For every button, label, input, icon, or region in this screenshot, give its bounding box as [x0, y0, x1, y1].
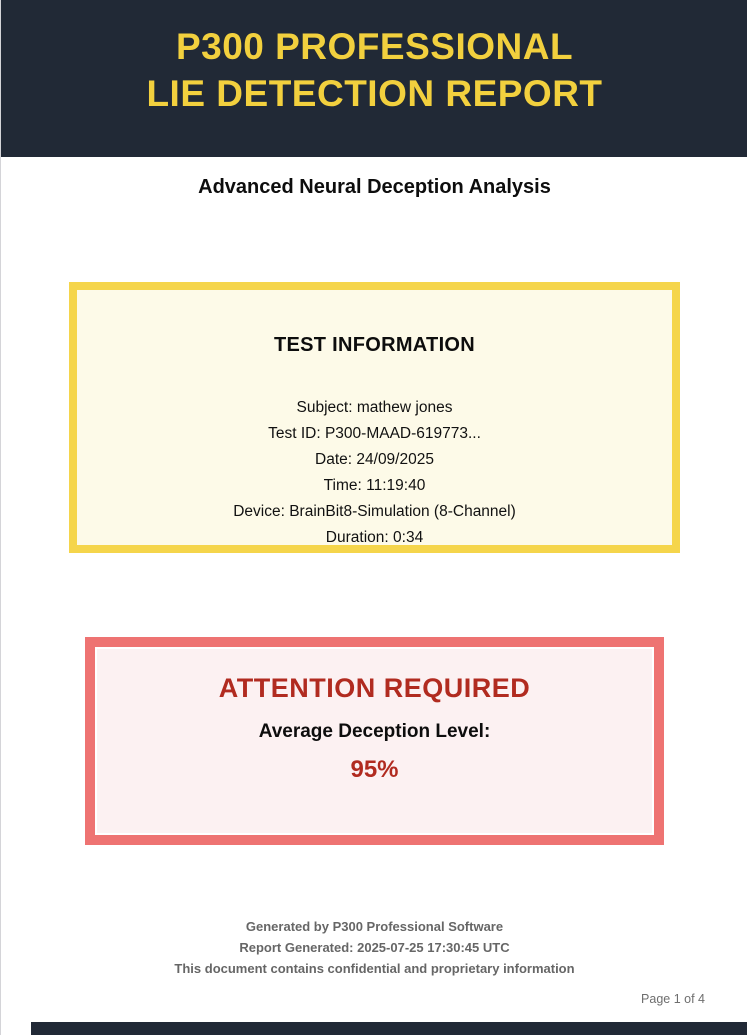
field-time-value: 11:19:40	[366, 477, 426, 494]
footer-report-generated: Report Generated: 2025-07-25 17:30:45 UTC	[239, 940, 510, 955]
field-test-id-value: P300-MAAD-619773...	[324, 425, 481, 442]
field-subject	[77, 395, 672, 421]
report-title-line1: P300 PROFESSIONAL	[175, 25, 574, 67]
deception-level-label: Average Deception Level:	[258, 721, 491, 742]
footer-generated-by: Generated by P300 Professional Software	[245, 919, 504, 934]
attention-required-box	[85, 637, 664, 845]
report-title-line2: LIE DETECTION REPORT	[146, 72, 603, 114]
report-header	[1, 0, 747, 157]
field-device-value: BrainBit8-Simulation (8-Channel)	[289, 503, 516, 520]
field-test-id	[77, 421, 672, 447]
page-number-indicator: Page 1 of 4	[641, 992, 705, 1006]
field-duration-value: 0:34	[393, 529, 424, 546]
field-date-value: 24/09/2025	[356, 451, 434, 468]
field-date-label: Date:	[315, 451, 353, 468]
next-page-header-edge	[31, 1022, 747, 1035]
field-date	[77, 447, 672, 473]
field-test-id-label: Test ID:	[268, 425, 321, 442]
field-subject-value: mathew jones	[356, 399, 453, 416]
field-time-label: Time:	[323, 477, 362, 494]
field-subject-label: Subject:	[296, 399, 353, 416]
field-device	[77, 499, 672, 525]
test-information-box	[69, 282, 680, 553]
field-duration	[77, 525, 672, 551]
report-title	[146, 23, 602, 117]
report-footer	[1, 916, 747, 979]
field-duration-label: Duration:	[325, 529, 389, 546]
test-information-title: TEST INFORMATION	[273, 334, 476, 356]
field-time	[77, 473, 672, 499]
attention-required-title: ATTENTION REQUIRED	[218, 673, 531, 703]
report-subtitle: Advanced Neural Deception Analysis	[198, 176, 551, 198]
field-device-label: Device:	[233, 503, 285, 520]
deception-level-value: 95%	[350, 756, 399, 783]
test-information-fields	[77, 395, 672, 551]
footer-confidential-notice: This document contains confidential and proprietary information	[174, 961, 575, 976]
